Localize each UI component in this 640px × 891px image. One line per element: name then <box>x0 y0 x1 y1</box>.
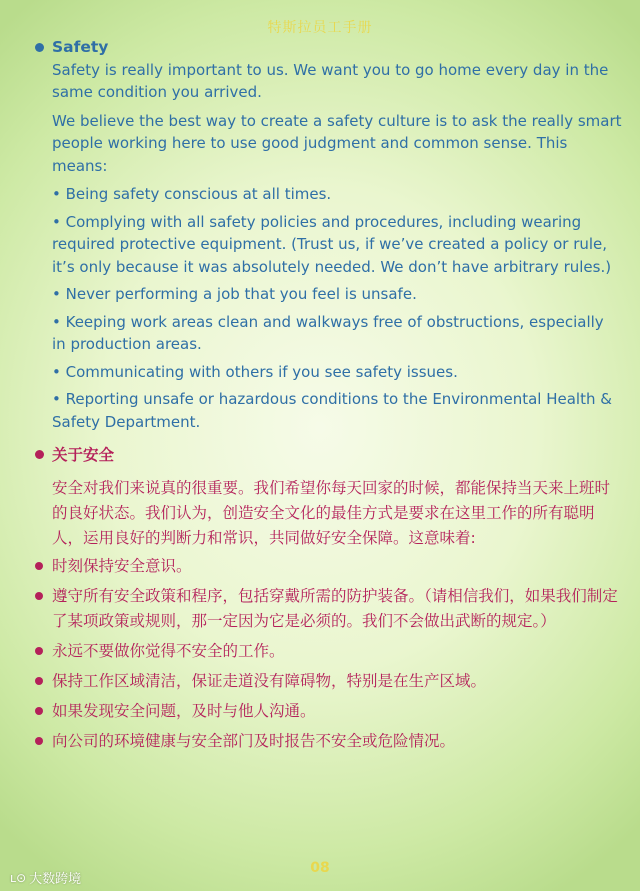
bullet-dot-icon <box>35 562 43 570</box>
english-paragraph-1: Safety is really important to us. We want you to go home every day in the same condition you arrived. <box>52 60 609 101</box>
chinese-section <box>52 443 622 754</box>
chinese-bullet-list <box>52 554 622 754</box>
list-item-text: 时刻保持安全意识。 <box>52 557 192 575</box>
chinese-heading <box>52 443 622 468</box>
english-section <box>52 36 622 433</box>
english-heading <box>52 36 622 59</box>
list-item: • Communicating with others if you see safety issues. <box>52 362 458 381</box>
list-item: • Reporting unsafe or hazardous conditions to the Environmental Health & Safety Department. <box>52 390 612 431</box>
english-bullet-list <box>52 183 622 433</box>
page-content <box>52 36 622 759</box>
list-item <box>52 639 622 664</box>
chinese-heading-text: 关于安全 <box>52 446 115 464</box>
bullet-dot-icon <box>35 592 43 600</box>
page-number: 08 <box>310 860 330 876</box>
list-item-text: 保持工作区域清洁，保证走道没有障碍物，特别是在生产区域。 <box>52 672 487 690</box>
list-item-text: 遵守所有安全政策和程序，包括穿戴所需的防护装备。（请相信我们，如果我们制定了某项政策或规则，那一定因为它是必须的。我们不会做出武断的规定。） <box>52 587 618 630</box>
list-item-text: 永远不要做你觉得不安全的工作。 <box>52 642 285 660</box>
bullet-dot-icon <box>35 737 43 745</box>
list-item <box>52 554 622 579</box>
list-item <box>52 729 622 754</box>
bullet-dot-icon <box>35 647 43 655</box>
bullet-dot-icon <box>35 677 43 685</box>
bullet-dot-icon <box>35 43 44 52</box>
list-item-text: 向公司的环境健康与安全部门及时报告不安全或危险情况。 <box>52 732 456 750</box>
bullet-dot-icon <box>35 450 44 459</box>
list-item: • Never performing a job that you feel is unsafe. <box>52 285 417 303</box>
watermark <box>10 868 81 887</box>
list-item <box>52 699 622 724</box>
list-item: • Complying with all safety policies and procedures, including wearing required protective equipment. (Trust us, if we’ve created a policy or rule, it’s only because it was absolutely needed. We don’t have arbitrary rules.) <box>52 212 612 276</box>
english-heading-text: Safety <box>52 38 109 56</box>
list-item <box>52 584 622 634</box>
chinese-paragraph: 安全对我们来说真的很重要。我们希望你每天回家的时候，都能保持当天来上班时的良好状态。我们认为，创造安全文化的最佳方式是要求在这里工作的所有聪明人，运用良好的判断力和常识，共同做好安全保障。这意味着: <box>52 479 611 547</box>
handbook-title: 特斯拉员工手册 <box>267 20 373 36</box>
list-item <box>52 669 622 694</box>
english-paragraph-2: We believe the best way to create a safety culture is to ask the really smart people working here to use good judgment and common sense. This means: <box>52 111 622 175</box>
watermark-logo-icon: ʟ⊙ <box>10 870 27 885</box>
list-item-text: 如果发现安全问题，及时与他人沟通。 <box>52 702 316 720</box>
list-item: • Keeping work areas clean and walkways free of obstructions, especially in production areas. <box>52 312 604 353</box>
bullet-dot-icon <box>35 707 43 715</box>
list-item: • Being safety conscious at all times. <box>52 185 332 203</box>
watermark-text: 大数跨境 <box>29 872 82 887</box>
